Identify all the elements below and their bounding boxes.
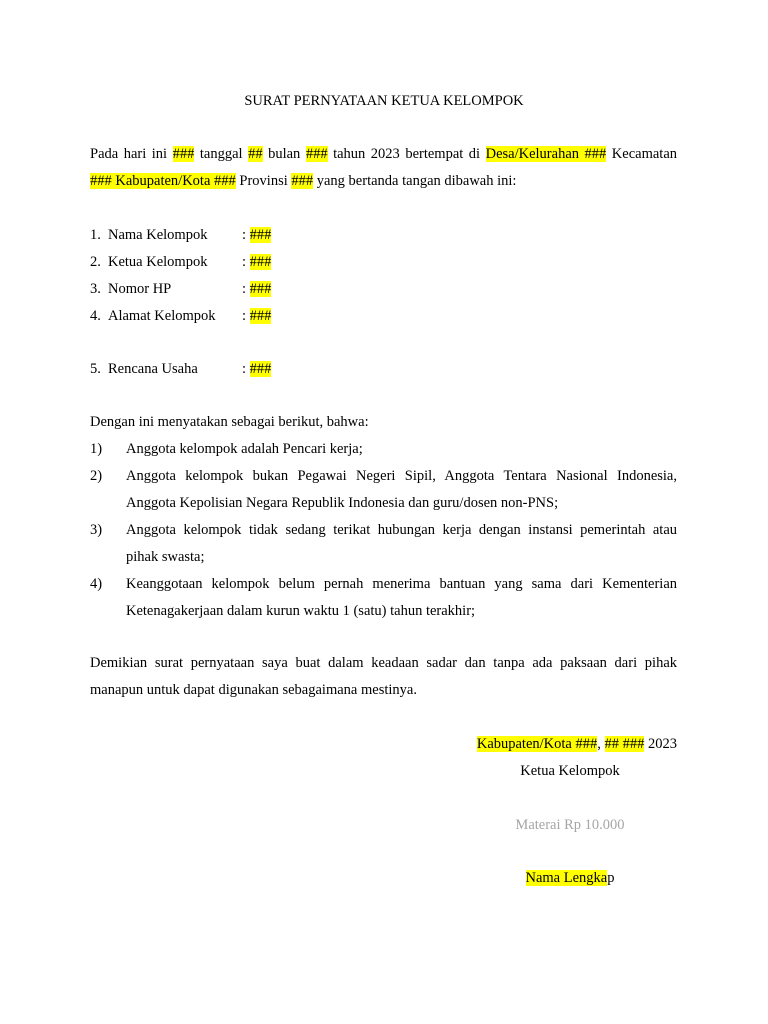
identity-value: : ### [242,308,272,324]
statement-text: Keanggotaan kelompok belum pernah menerima bantuan yang sama dari Kementerian [126,576,677,592]
identity-value: : ### [242,281,272,297]
identity-value: : ### [242,254,272,270]
document-title: SURAT PERNYATAAN KETUA KELOMPOK [244,93,524,109]
statement-text: Anggota kelompok adalah Pencari kerja; [126,441,363,457]
identity-label: Alamat Kelompok [108,308,216,324]
identity-number: 1. [90,227,101,243]
statement-number: 3) [90,522,103,538]
stamp-duty-placeholder: Materai Rp 10.000 [515,817,625,833]
placeholder-village: Desa/Kelurahan ### [485,146,607,162]
placeholder-signing-place: Kabupaten/Kota ### [476,736,598,752]
statement-number: 2) [90,468,103,484]
identity-number: 3. [90,281,101,297]
statement-number: 4) [90,576,103,592]
intro-text: tahun 2023 bertempat di [327,146,486,162]
signature-place-date: Kabupaten/Kota ###, ## ### 2023 [476,736,677,752]
identity-row [90,361,390,381]
intro-text: Pada hari ini [90,146,173,162]
identity-row [90,227,390,247]
identity-number: 5. [90,361,101,377]
identity-row [90,308,390,328]
identity-row [90,254,390,274]
identity-label: Nama Kelompok [108,227,208,243]
closing-line-1: Demikian surat pernyataan saya buat dalam keadaan sadar dan tanpa ada paksaan dari pihak [90,655,677,671]
placeholder-month: ### [305,146,328,162]
placeholder-province: ### [291,173,314,189]
statement-number: 1) [90,441,103,457]
identity-label: Rencana Usaha [108,361,198,377]
closing-line-2: manapun untuk dapat digunakan sebagaimana mestinya. [90,682,417,698]
identity-value: : ### [242,361,272,377]
identity-number: 4. [90,308,101,324]
placeholder-day: ### [172,146,195,162]
intro-text: Provinsi [235,173,292,189]
placeholder-signing-date: ## ### [604,736,645,752]
intro-text: tanggal [194,146,249,162]
signatory-name: Nama Lengkap [525,870,615,886]
intro-text: yang bertanda tangan dibawah ini: [313,173,517,189]
identity-value: : ### [242,227,272,243]
placeholder-district-regency: ### Kabupaten/Kota ### [90,173,236,189]
statement-intro: Dengan ini menyatakan sebagai berikut, bahwa: [90,414,369,430]
placeholder-date: ## [248,146,263,162]
statement-text: Anggota Kepolisian Negara Republik Indonesia dan guru/dosen non-PNS; [126,495,559,511]
statement-text: Ketenagakerjaan dalam kurun waktu 1 (satu) tahun terakhir; [126,603,476,619]
identity-row [90,281,390,301]
statement-text: pihak swasta; [126,549,205,565]
signature-role: Ketua Kelompok [520,763,620,779]
statement-text: Anggota kelompok tidak sedang terikat hubungan kerja dengan instansi pemerintah atau [126,522,677,538]
statement-text: Anggota kelompok bukan Pegawai Negeri Sipil, Anggota Tentara Nasional Indonesia, [126,468,677,484]
identity-label: Nomor HP [108,281,172,297]
identity-label: Ketua Kelompok [108,254,208,270]
intro-line-2 [90,173,516,190]
intro-line-1 [90,146,677,163]
intro-text: Kecamatan [606,146,678,162]
identity-number: 2. [90,254,101,270]
intro-text: bulan [262,146,306,162]
